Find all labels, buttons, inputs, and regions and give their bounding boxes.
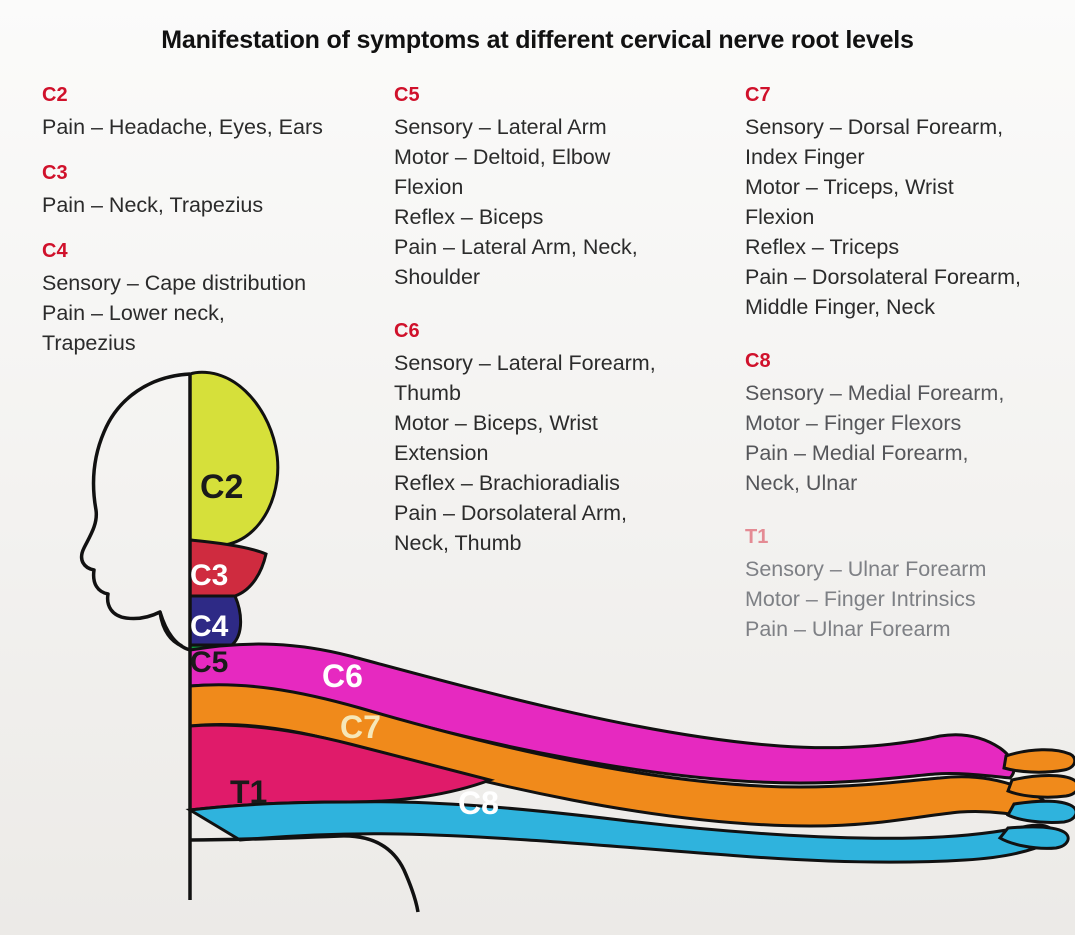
symptom-line: Sensory – Ulnar Forearm bbox=[745, 557, 987, 581]
symptom-line: Pain – Dorsolateral Forearm, bbox=[745, 265, 1022, 289]
dermatome-label-c8: C8 bbox=[458, 785, 499, 821]
level-label-c4: C4 bbox=[42, 240, 68, 262]
group-c3 bbox=[42, 158, 372, 220]
level-label-t1: T1 bbox=[745, 526, 769, 548]
symptom-line: Middle Finger, Neck bbox=[745, 295, 935, 319]
dermatome-label-t1: T1 bbox=[230, 774, 268, 810]
group-c7 bbox=[745, 80, 1065, 322]
symptom-line: Motor – Deltoid, Elbow bbox=[394, 145, 611, 169]
page-title: Manifestation of symptoms at different cervical nerve root levels bbox=[161, 26, 914, 54]
level-label-c8: C8 bbox=[745, 350, 771, 372]
symptom-line: Pain – Headache, Eyes, Ears bbox=[42, 115, 323, 139]
symptom-line: Motor – Triceps, Wrist bbox=[745, 175, 954, 199]
symptom-line: Flexion bbox=[745, 205, 815, 229]
symptom-line: Sensory – Cape distribution bbox=[42, 271, 307, 295]
symptom-line: Pain – Lower neck, bbox=[42, 301, 225, 325]
level-label-c2: C2 bbox=[42, 84, 68, 106]
dermatome-label-c2: C2 bbox=[200, 468, 244, 506]
hand-finger-3 bbox=[1008, 801, 1075, 822]
dermatome-region-c3 bbox=[190, 540, 266, 596]
symptom-line: Extension bbox=[394, 441, 489, 465]
symptom-line: Sensory – Dorsal Forearm, bbox=[745, 115, 1004, 139]
symptom-line: Sensory – Lateral Forearm, bbox=[394, 351, 656, 375]
symptom-line: Pain – Ulnar Forearm bbox=[745, 617, 951, 641]
symptom-line: Reflex – Triceps bbox=[745, 235, 900, 259]
symptom-line: Reflex – Brachioradialis bbox=[394, 471, 620, 495]
level-label-c3: C3 bbox=[42, 162, 68, 184]
dermatome-label-c6: C6 bbox=[322, 658, 363, 694]
head-outline bbox=[82, 374, 190, 646]
group-c2 bbox=[42, 80, 372, 142]
group-c5 bbox=[394, 80, 714, 292]
torso-outline bbox=[190, 836, 418, 912]
symptom-line: Thumb bbox=[394, 381, 461, 405]
hand-finger-2 bbox=[1008, 776, 1075, 798]
text-column-left bbox=[42, 80, 372, 368]
symptom-line: Motor – Biceps, Wrist bbox=[394, 411, 598, 435]
dermatome-region-c4 bbox=[190, 596, 241, 645]
dermatome-label-c4: C4 bbox=[190, 610, 229, 643]
symptom-line: Pain – Medial Forearm, bbox=[745, 441, 969, 465]
symptom-line: Neck, Thumb bbox=[394, 531, 522, 555]
symptom-line: Pain – Lateral Arm, Neck, bbox=[394, 235, 638, 259]
symptom-line: Pain – Dorsolateral Arm, bbox=[394, 501, 628, 525]
symptom-line: Index Finger bbox=[745, 145, 865, 169]
symptom-line: Pain – Neck, Trapezius bbox=[42, 193, 264, 217]
symptom-line: Sensory – Medial Forearm, bbox=[745, 381, 1005, 405]
symptom-line: Flexion bbox=[394, 175, 464, 199]
symptom-line: Trapezius bbox=[42, 331, 136, 355]
level-label-c6: C6 bbox=[394, 320, 420, 342]
dermatome-region-c2 bbox=[190, 372, 278, 545]
symptom-line: Sensory – Lateral Arm bbox=[394, 115, 607, 139]
dermatome-label-c3: C3 bbox=[190, 559, 229, 592]
symptom-line: Motor – Finger Intrinsics bbox=[745, 587, 976, 611]
spacer bbox=[394, 302, 714, 316]
symptom-line: Neck, Ulnar bbox=[745, 471, 858, 495]
dermatome-label-c7: C7 bbox=[340, 709, 381, 745]
dermatome-label-c5: C5 bbox=[190, 646, 229, 679]
symptom-line: Motor – Finger Flexors bbox=[745, 411, 962, 435]
symptom-line: Shoulder bbox=[394, 265, 481, 289]
symptom-line: Reflex – Biceps bbox=[394, 205, 544, 229]
level-label-c7: C7 bbox=[745, 84, 771, 106]
hand-finger-1 bbox=[1004, 750, 1075, 772]
cervical-dermatome-figure bbox=[0, 340, 1075, 935]
level-label-c5: C5 bbox=[394, 84, 420, 106]
